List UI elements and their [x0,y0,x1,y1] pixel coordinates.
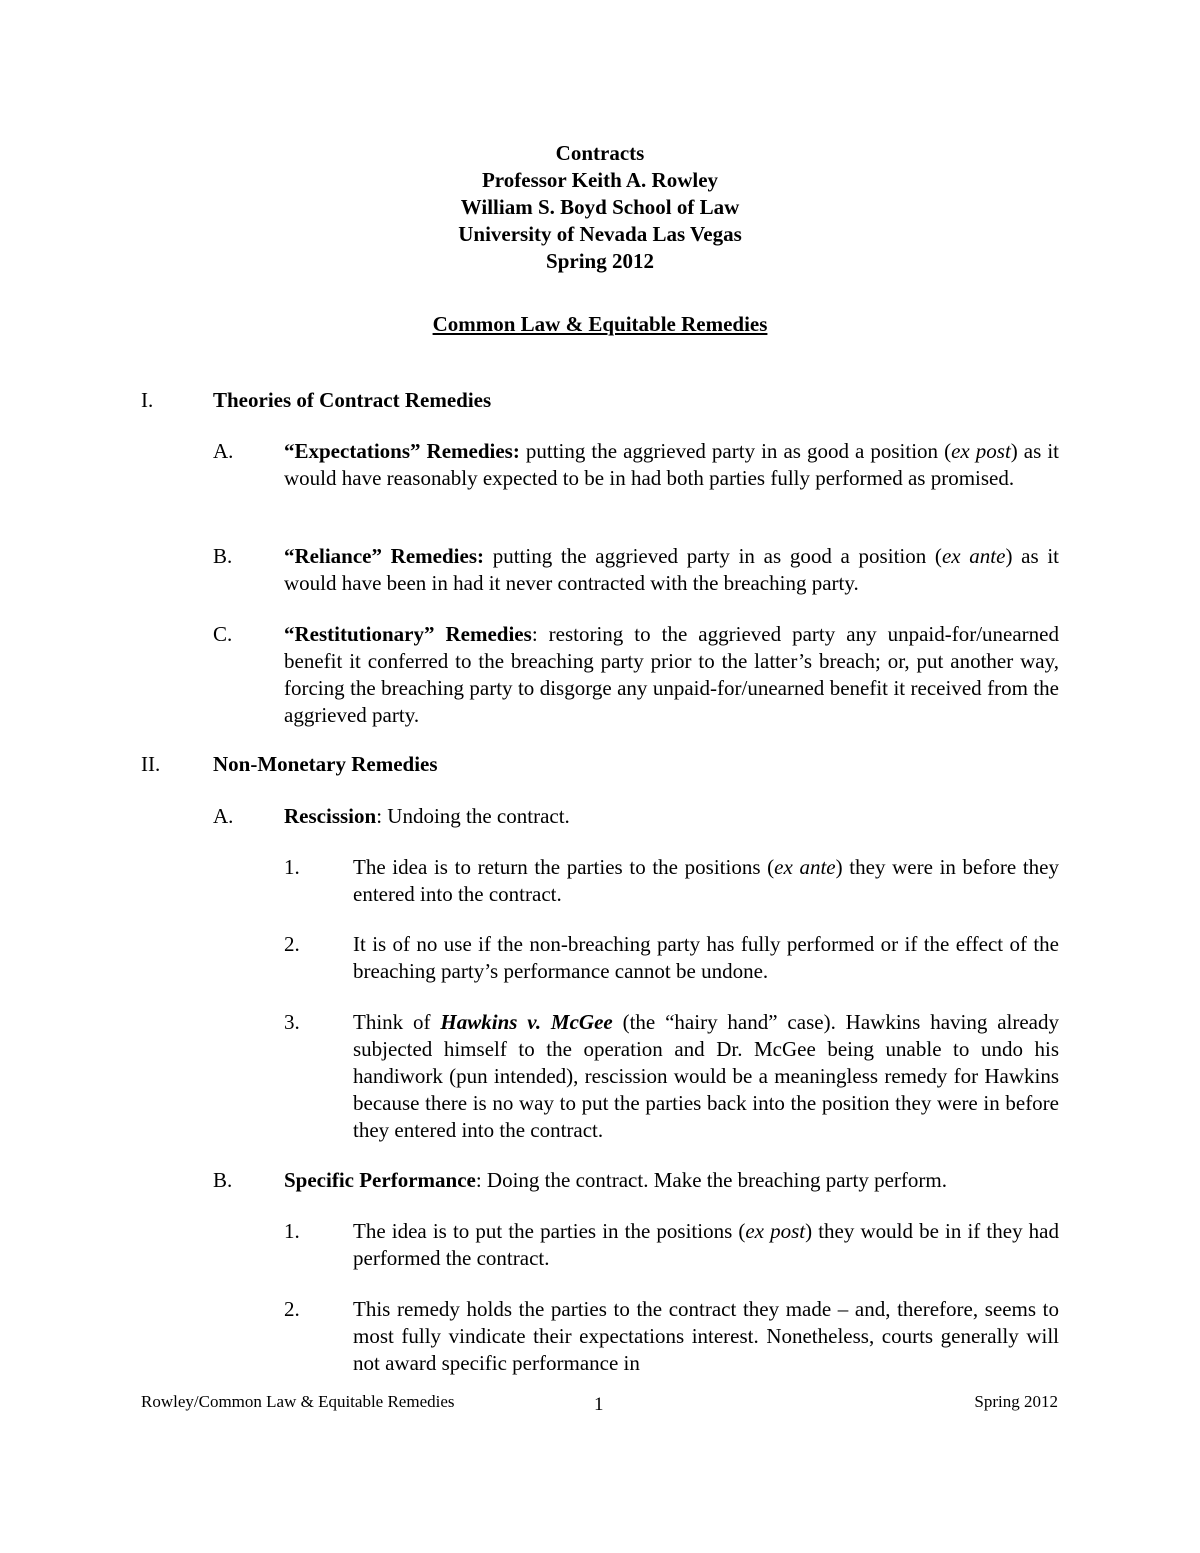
item-number: 3. [284,1010,300,1034]
document-title: Common Law & Equitable Remedies [432,312,768,336]
subsection-text: Specific Performance: Doing the contract. Make the breaching party perform. [284,1168,948,1192]
school-name: William S. Boyd School of Law [460,195,740,219]
item-text: It is of no use if the non-breaching party has fully performed or if the effect of the breaching party’s performance cannot be undone. [353,932,1059,983]
item-number: 1. [284,1219,300,1243]
item-text: Think of Hawkins v. McGee (the “hairy hand” case). Hawkins having already subjected himself to the operation and Dr. McGee being unable to undo his handiwork (pun intended), rescission would be a meaningless remedy for Hawkins because there is no way to put the parties back into the position they were in before they entered into the contract. [353,1010,1060,1142]
subsection-text: “Reliance” Remedies: putting the aggrieved party in as good a position (ex ante) as it would have been in had it never contracted with the breaching party. [284,544,1059,595]
case-name: Hawkins v. McGee [440,1010,613,1034]
subsection-number: A. [213,804,234,828]
subsection-number: B. [213,1168,233,1192]
subsection-number: A. [213,439,234,463]
page-number: 1 [594,1394,604,1415]
item-number: 1. [284,855,300,879]
subsection-term: “Reliance” Remedies: [284,544,484,568]
item-text: The idea is to put the parties in the positions (ex post) they would be in if they had performed the contract. [353,1219,1059,1270]
item-number: 2. [284,1297,300,1321]
section-heading: Non-Monetary Remedies [213,752,438,776]
item-text: This remedy holds the parties to the contract they made – and, therefore, seems to most fully vindicate their expectations interest. Nonetheless, courts generally will not award specific performance in [353,1297,1059,1375]
document-header [0,140,1200,275]
item-number: 2. [284,932,300,956]
item-text: The idea is to return the parties to the positions (ex ante) they were in before they entered into the contract. [353,855,1060,906]
section-heading: Theories of Contract Remedies [213,388,492,412]
term: Spring 2012 [546,249,654,273]
subsection-text: “Restitutionary” Remedies: restoring to the aggrieved party any unpaid-for/unearned benefit it conferred to the breaching party prior to the latter’s breach; or, put another way, forcing the breaching party to disgorge any unpaid-for/unearned benefit it received from the aggrieved party. [284,622,1059,727]
subsection-text: “Expectations” Remedies: putting the aggrieved party in as good a position (ex post) as it would have reasonably expected to be in had both parties fully performed as promised. [284,439,1060,490]
subsection-term: Specific Performance [284,1168,476,1192]
university-name: University of Nevada Las Vegas [458,222,742,246]
footer-term: Spring 2012 [974,1392,1058,1411]
subsection-term: “Restitutionary” Remedies [284,622,532,646]
section-number: I. [141,388,154,412]
footer-running-title: Rowley/Common Law & Equitable Remedies [141,1392,455,1411]
section-number: II. [141,752,161,776]
subsection-number: C. [213,622,233,646]
subsection-text: Rescission: Undoing the contract. [284,804,570,828]
professor-name: Professor Keith A. Rowley [481,168,719,192]
subsection-number: B. [213,544,233,568]
subsection-term: “Expectations” Remedies: [284,439,520,463]
subsection-term: Rescission [284,804,377,828]
course-title: Contracts [555,141,645,165]
